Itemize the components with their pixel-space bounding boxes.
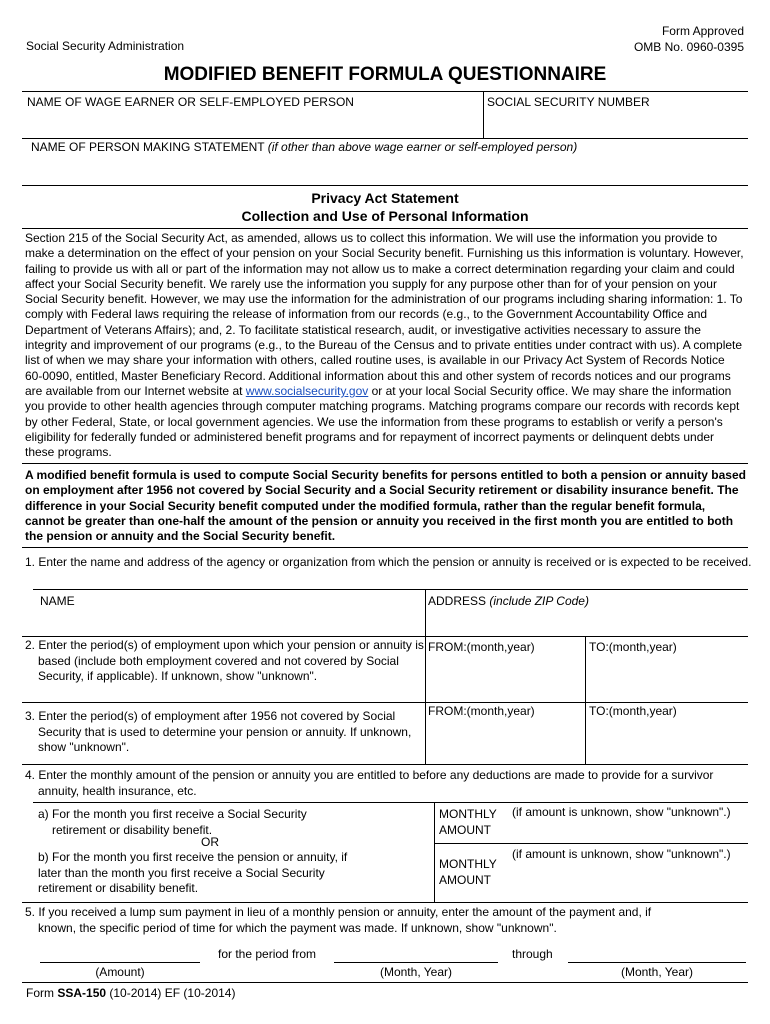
- q5-period-from-label: for the period from: [218, 947, 317, 961]
- divider: [483, 91, 484, 138]
- q3-to-input[interactable]: [589, 726, 741, 756]
- q1-name-label: NAME: [40, 594, 75, 608]
- q1-address-label: ADDRESS: [428, 594, 487, 608]
- q2-to-input[interactable]: [589, 662, 741, 692]
- q5-amount-input[interactable]: [40, 944, 200, 961]
- divider: [22, 463, 748, 464]
- q1-address-label-row: [428, 594, 589, 610]
- divider: [434, 843, 748, 844]
- question-4a: a) For the month you first receive a Social Security retirement or disability benefit.: [38, 807, 307, 837]
- divider: [22, 138, 748, 139]
- q4a-monthly-label: MONTHLY AMOUNT: [439, 807, 497, 837]
- divider: [22, 902, 748, 903]
- statement-input[interactable]: [31, 159, 741, 181]
- privacy-text-part2: or at your local Social Security office. We may share the information you provide to other health agencies through computer matching programs. Matching programs compare our records with records kept by other Federal, State, or local government agencies. We use the information from these programs to establish or verify a person's eligibility for federally funded or administered benefit programs and for repayment of incorrect payments or delinquent debts under these programs.: [25, 383, 740, 460]
- divider: [33, 802, 748, 803]
- q5-through-input[interactable]: [568, 944, 746, 961]
- underline: [40, 962, 200, 963]
- divider: [22, 91, 748, 92]
- privacy-text: [25, 231, 745, 460]
- q5-through-caption: (Month, Year): [620, 965, 694, 979]
- privacy-subheading: Collection and Use of Personal Information: [241, 208, 529, 224]
- omb-number: OMB No. 0960-0395: [633, 39, 744, 54]
- agency-name: Social Security Administration: [26, 39, 185, 53]
- q5-from-caption: (Month, Year): [379, 965, 453, 979]
- q4a-amount-input[interactable]: [512, 822, 742, 840]
- divider: [22, 547, 748, 548]
- divider: [22, 636, 748, 637]
- question-1: 1. Enter the name and address of the agency or organization from which the pension or annuity is received or is expected to be received.: [25, 555, 752, 569]
- divider: [22, 764, 748, 765]
- ssn-label: SOCIAL SECURITY NUMBER: [487, 95, 650, 109]
- q4b-amount-input[interactable]: [512, 866, 742, 886]
- formula-notice: A modified benefit formula is used to compute Social Security benefits for persons entitled to both a pension or annuity based on employment after 1956 not covered by Social Security and a Social Security retirement or disability insurance benefit. The difference in your Social Security benefit computed under the modified formula, rather than the regular benefit formula, cannot be greater than one-half the amount of the pension or annuity you received in the first month you are entitled to both the pension or annuity and the Social Security benefit.: [25, 468, 746, 544]
- form-footer: [26, 986, 235, 1002]
- q2-from-label: FROM:(month,year): [428, 640, 535, 654]
- page-title: MODIFIED BENEFIT FORMULA QUESTIONNAIRE: [163, 64, 607, 85]
- divider: [22, 228, 748, 229]
- footer-edition: (10-2014) EF (10-2014): [109, 986, 236, 1000]
- divider: [22, 982, 748, 983]
- wage-earner-label: NAME OF WAGE EARNER OR SELF-EMPLOYED PERSON: [27, 95, 354, 109]
- question-2: 2. Enter the period(s) of employment upon which your pension or annuity is based (include both employment covered and not covered by Social Security, if applicable). If unknown, show "unknown".: [25, 638, 424, 683]
- q3-from-input[interactable]: [428, 726, 580, 756]
- website-link[interactable]: www.socialsecurity.gov: [245, 383, 369, 398]
- underline: [568, 962, 746, 963]
- statement-label-row: [31, 140, 577, 156]
- q4b-monthly-label: MONTHLY AMOUNT: [439, 857, 497, 887]
- q4b-unknown-hint: (if amount is unknown, show "unknown".): [512, 847, 731, 861]
- q5-from-input[interactable]: [334, 944, 498, 961]
- divider: [434, 802, 435, 902]
- divider: [22, 185, 748, 186]
- question-4b: b) For the month you first receive the pension or annuity, if later than the month you first receive a Social Security retirement or disability benefit.: [38, 850, 348, 895]
- q3-from-label: FROM:(month,year): [428, 704, 535, 718]
- ssn-input[interactable]: [487, 113, 742, 135]
- q3-to-label: TO:(month,year): [589, 704, 677, 718]
- divider: [33, 589, 748, 590]
- question-4: 4. Enter the monthly amount of the pension or annuity you are entitled to before any deductions are made to provide for a survivor annuity, health insurance, etc.: [25, 768, 714, 798]
- divider: [585, 636, 586, 764]
- privacy-text-part1: Section 215 of the Social Security Act, as amended, allows us to collect this information. We will use the information you provide to make a determination on the effect of your pension on your Social Security benefit. Furnishing us this information is voluntary. However, failing to provide us with all or part of the information may not allow us to make a correct determination regarding your claim and could affect your Social Security benefit. We rarely use the information you supply for any purpose other than for of your pension on your Social Security benefit. However, we may use the information for the administration of our programs including sharing information: 1. To comply with Federal laws requiring the release of information from our records (e.g., to the Government Accountability Office and Department of Veterans Affairs); and, 2. To facilitate statistical research, audit, or investigative activities necessary to assure the integrity and improvement of our programs (e.g., to the Bureau of the Census and to private entities under contract with us). A complete list of when we may share your information with others, called routine uses, is available in our Privacy Act System of Records Notice 60-0090, entitled, Master Beneficiary Record. Additional information about this and other system of records notices and our programs are available from our Internet website at: [25, 231, 744, 398]
- underline: [334, 962, 498, 963]
- or-separator: OR: [201, 835, 219, 849]
- q1-address-input[interactable]: [428, 612, 743, 632]
- q5-amount-caption: (Amount): [95, 965, 145, 979]
- form-approved: [634, 24, 744, 55]
- q1-address-hint: (include ZIP Code): [489, 594, 589, 608]
- footer-form-id: SSA-150: [57, 986, 107, 1000]
- divider: [22, 702, 748, 703]
- q4a-unknown-hint: (if amount is unknown, show "unknown".): [512, 805, 731, 819]
- q1-name-input[interactable]: [40, 612, 420, 632]
- q2-from-input[interactable]: [428, 662, 580, 692]
- statement-label: NAME OF PERSON MAKING STATEMENT: [31, 140, 265, 154]
- form-approved-label: Form Approved: [661, 24, 744, 38]
- question-5: 5. If you received a lump sum payment in lieu of a monthly pension or annuity, enter the amount of the payment and, if known, the specific period of time for which the payment was made. If unknown, show "unknown".: [25, 905, 652, 935]
- statement-hint: (if other than above wage earner or self-employed person): [267, 140, 578, 154]
- footer-form-prefix: Form: [26, 986, 54, 1000]
- privacy-heading: Privacy Act Statement: [311, 190, 459, 206]
- wage-earner-input[interactable]: [27, 113, 477, 135]
- q2-to-label: TO:(month,year): [589, 640, 677, 654]
- q5-through-label: through: [512, 947, 553, 961]
- question-3: 3. Enter the period(s) of employment after 1956 not covered by Social Security that is used to determine your pension or annuity. If unknown, show "unknown".: [25, 709, 412, 754]
